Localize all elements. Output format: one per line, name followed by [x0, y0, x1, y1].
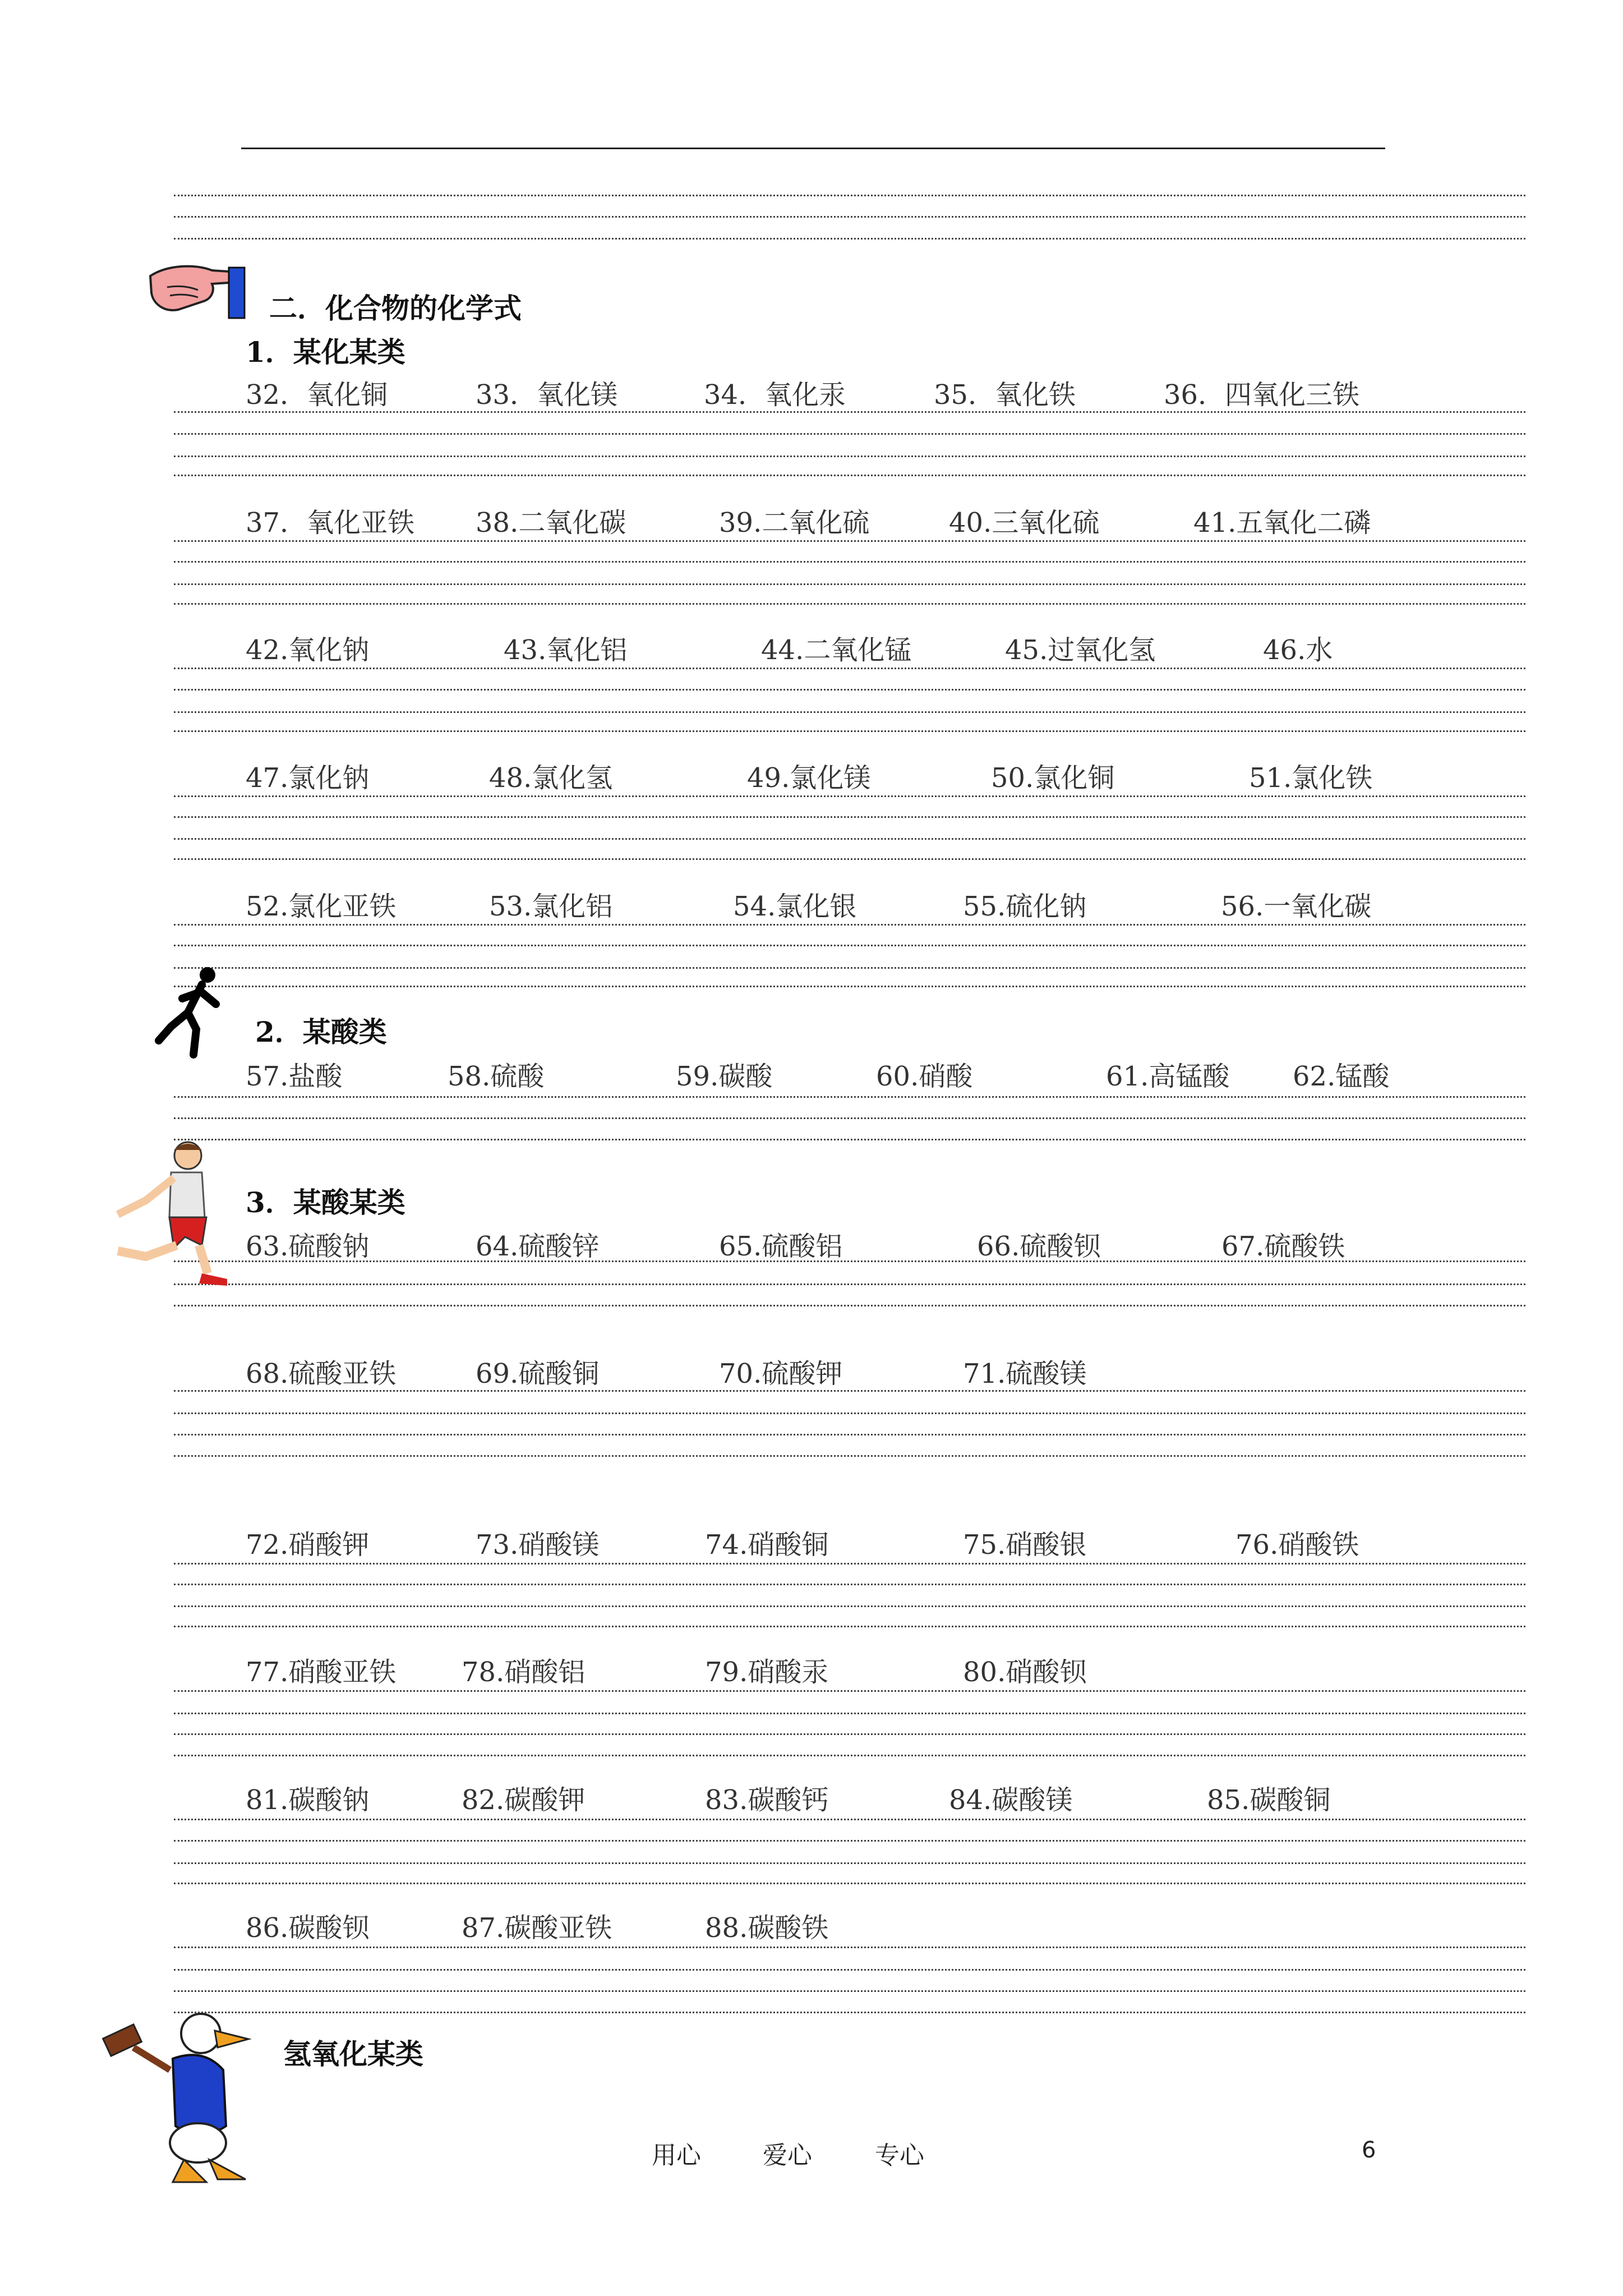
footer-word: 专心 [875, 2141, 924, 2170]
exercise-item: 87.碳酸亚铁 [462, 1912, 612, 1944]
exercise-item: 79.硝酸汞 [705, 1657, 829, 1688]
exercise-item: 50.氯化铜 [991, 762, 1115, 794]
exercise-item: 66.硫酸钡 [977, 1231, 1101, 1262]
dotted-writing-line [174, 583, 1525, 585]
dotted-writing-line [174, 1862, 1525, 1864]
exercise-item: 57.盐酸 [246, 1061, 343, 1092]
group-heading-binary: 1．某化某类 [246, 335, 405, 369]
dotted-writing-line [174, 238, 1525, 240]
exercise-item: 80.硝酸钡 [963, 1657, 1087, 1688]
page-number: 6 [1362, 2137, 1376, 2163]
dotted-writing-line [174, 1584, 1525, 1585]
dotted-writing-line [174, 1969, 1525, 1971]
exercise-item: 42.氧化钠 [246, 634, 370, 666]
exercise-item: 32．氧化铜 [246, 379, 388, 411]
footer-word: 用心 [652, 2141, 701, 2170]
exercise-item: 41.五氧化二磷 [1193, 507, 1371, 539]
exercise-item: 61.高锰酸 [1106, 1061, 1230, 1092]
dotted-writing-line [174, 1412, 1525, 1414]
header-rule [241, 148, 1385, 149]
dotted-writing-line [174, 668, 1525, 669]
exercise-item: 65.硫酸铝 [719, 1231, 843, 1262]
exercise-item: 64.硫酸锌 [476, 1231, 600, 1262]
dotted-writing-line [174, 1605, 1525, 1607]
section-title: 二．化合物的化学式 [269, 292, 522, 325]
exercise-item: 34．氧化汞 [704, 379, 846, 411]
dotted-writing-line [174, 1755, 1525, 1756]
exercise-item: 43.氧化铝 [504, 634, 628, 666]
dotted-writing-line [174, 1733, 1525, 1735]
dotted-writing-line [174, 689, 1525, 691]
dotted-writing-line [174, 540, 1525, 542]
exercise-item: 40.三氧化硫 [949, 507, 1100, 539]
group-heading-hydroxides: 氢氧化某类 [283, 2037, 423, 2070]
exercise-item: 48.氯化氢 [489, 762, 613, 794]
dotted-writing-line [174, 603, 1525, 605]
dotted-writing-line [174, 967, 1525, 969]
dotted-writing-line [174, 1690, 1525, 1692]
exercise-item: 88.碳酸铁 [705, 1912, 829, 1944]
dotted-writing-line [174, 2012, 1525, 2013]
dotted-writing-line [174, 433, 1525, 435]
exercise-item: 68.硫酸亚铁 [246, 1358, 396, 1389]
exercise-item: 44.二氧化锰 [761, 634, 912, 666]
duck-hammer-icon [105, 2008, 262, 2188]
dotted-writing-line [174, 1283, 1525, 1285]
dotted-writing-line [174, 1840, 1525, 1842]
exercise-item: 56.一氧化碳 [1221, 891, 1372, 922]
pointing-hand-icon [145, 259, 251, 326]
exercise-item: 62.锰酸 [1293, 1061, 1390, 1092]
exercise-item: 35．氧化铁 [934, 379, 1076, 411]
dotted-writing-line [174, 730, 1525, 732]
dotted-writing-line [174, 475, 1525, 476]
exercise-item: 83.碳酸钙 [705, 1784, 829, 1816]
group-heading-acids: 2．某酸类 [255, 1015, 387, 1048]
exercise-item: 82.碳酸钾 [462, 1784, 585, 1816]
dotted-writing-line [174, 1139, 1525, 1140]
exercise-item: 36．四氧化三铁 [1164, 379, 1360, 411]
exercise-item: 58.硫酸 [448, 1061, 545, 1092]
exercise-item: 46.水 [1263, 634, 1333, 666]
dotted-writing-line [174, 195, 1525, 196]
group-heading-salts: 3．某酸某类 [246, 1186, 405, 1219]
dotted-writing-line [174, 1947, 1525, 1948]
exercise-item: 71.硫酸镁 [963, 1358, 1087, 1389]
exercise-item: 74.硝酸铜 [705, 1529, 829, 1561]
dotted-writing-line [174, 1455, 1525, 1457]
dotted-writing-line [174, 858, 1525, 860]
exercise-item: 84.碳酸镁 [949, 1784, 1073, 1816]
dotted-writing-line [174, 561, 1525, 563]
dotted-writing-line [174, 945, 1525, 946]
runner-silhouette-icon [154, 965, 227, 1060]
exercise-item: 77.硝酸亚铁 [246, 1657, 396, 1688]
exercise-item: 49.氯化镁 [747, 762, 871, 794]
exercise-item: 37．氧化亚铁 [246, 507, 415, 539]
dotted-writing-line [174, 816, 1525, 818]
dotted-writing-line [174, 1117, 1525, 1119]
footer-word: 爱心 [763, 2141, 812, 2170]
dotted-writing-line [174, 216, 1525, 218]
dotted-writing-line [174, 986, 1525, 987]
dotted-writing-line [174, 838, 1525, 840]
dotted-writing-line [174, 1626, 1525, 1627]
dotted-writing-line [174, 1096, 1525, 1098]
exercise-item: 70.硫酸钾 [719, 1358, 843, 1389]
exercise-item: 85.碳酸铜 [1207, 1784, 1331, 1816]
exercise-item: 72.硝酸钾 [246, 1529, 370, 1561]
dotted-writing-line [174, 1563, 1525, 1565]
exercise-item: 38.二氧化碳 [476, 507, 626, 539]
running-boy-icon [107, 1139, 236, 1290]
exercise-item: 81.碳酸钠 [246, 1784, 370, 1816]
exercise-item: 55.硫化钠 [963, 891, 1087, 922]
dotted-writing-line [174, 1434, 1525, 1435]
exercise-item: 47.氯化钠 [246, 762, 370, 794]
dotted-writing-line [174, 711, 1525, 713]
dotted-writing-line [174, 1305, 1525, 1306]
exercise-item: 39.二氧化硫 [719, 507, 870, 539]
dotted-writing-line [174, 795, 1525, 797]
dotted-writing-line [174, 1713, 1525, 1714]
exercise-item: 33．氧化镁 [476, 379, 618, 411]
exercise-item: 45.过氧化氢 [1005, 634, 1156, 666]
dotted-writing-line [174, 924, 1525, 926]
exercise-item: 73.硝酸镁 [476, 1529, 600, 1561]
exercise-item: 51.氯化铁 [1249, 762, 1373, 794]
exercise-item: 52.氯化亚铁 [246, 891, 396, 922]
dotted-writing-line [174, 455, 1525, 457]
dotted-writing-line [174, 1883, 1525, 1884]
exercise-item: 60.硝酸 [876, 1061, 973, 1092]
dotted-writing-line [174, 1990, 1525, 1992]
exercise-item: 59.碳酸 [676, 1061, 773, 1092]
exercise-item: 86.碳酸钡 [246, 1912, 370, 1944]
exercise-item: 75.硝酸银 [963, 1529, 1087, 1561]
exercise-item: 53.氯化铝 [489, 891, 613, 922]
exercise-item: 67.硫酸铁 [1221, 1231, 1345, 1262]
dotted-writing-line [174, 1819, 1525, 1820]
exercise-item: 78.硝酸铝 [462, 1657, 585, 1688]
exercise-item: 76.硝酸铁 [1235, 1529, 1359, 1561]
exercise-item: 63.硫酸钠 [246, 1231, 370, 1262]
exercise-item: 69.硫酸铜 [476, 1358, 600, 1389]
exercise-item: 54.氯化银 [733, 891, 857, 922]
